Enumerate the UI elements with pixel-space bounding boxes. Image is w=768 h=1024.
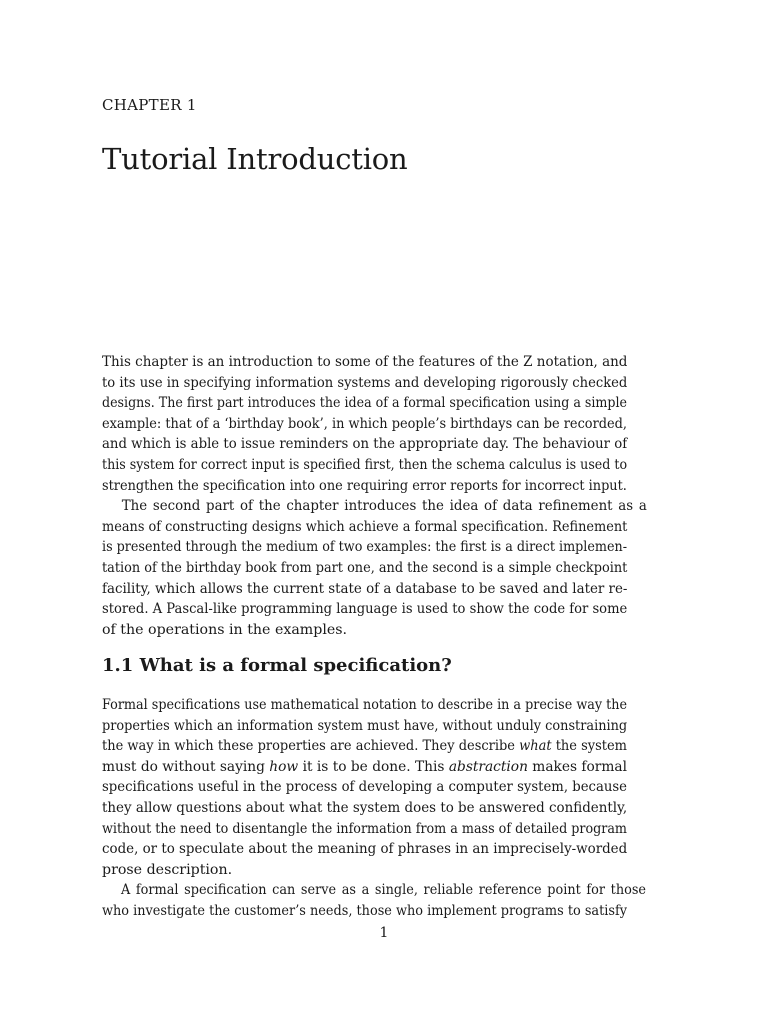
text-line: to its use in specifying information systems and developing rigorously checked [102, 374, 628, 391]
text-line: and which is able to issue reminders on the appropriate day. The behaviour of [102, 436, 628, 453]
intro-text [102, 352, 647, 640]
text-line: must do without saying how it is to be done. This abstraction makes formal [102, 758, 627, 775]
text-line: example: that of a ‘birthday book’, in which people’s birthdays can be recorded, [102, 415, 628, 432]
text-line: A formal specification can serve as a single, reliable reference point for those [121, 882, 647, 899]
text-line: code, or to speculate about the meaning of phrases in an imprecisely-worded [102, 841, 628, 858]
section-heading: 1.1 What is a formal specification? [102, 655, 452, 676]
page-number: 1 [379, 925, 389, 941]
text-line: is presented through the medium of two examples: the first is a direct implemen- [102, 539, 628, 556]
text-line: they allow questions about what the system does to be answered confidently, [102, 799, 628, 816]
emphasis-what: what [519, 738, 552, 755]
text-line: the way in which these properties are achieved. They describe what the system [102, 738, 627, 755]
text-line: designs. The first part introduces the idea of a formal specification using a simple [102, 395, 627, 412]
text-line: properties which an information system must have, without unduly constraining [102, 717, 628, 734]
section-text [102, 695, 647, 922]
chapter-title: Tutorial Introduction [102, 142, 408, 176]
text-line: strengthen the specification into one requiring error reports for incorrect input. [102, 477, 627, 494]
text-line: Formal specifications use mathematical notation to describe in a precise way the [102, 697, 628, 713]
text-line: who investigate the customer’s needs, those who implement programs to satisfy [102, 902, 628, 919]
text-line: tation of the birthday book from part one, and the second is a simple checkpoint [102, 559, 628, 576]
text-line: This chapter is an introduction to some of the features of the Z notation, and [102, 354, 628, 370]
text-line: The second part of the chapter introduces the idea of data refinement as a [121, 498, 647, 515]
chapter-label: CHAPTER 1 [102, 96, 197, 114]
text-line: facility, which allows the current state of a database to be saved and later re- [102, 580, 628, 597]
text-line: specifications useful in the process of developing a computer system, because [102, 779, 627, 796]
emphasis-abstraction: abstraction [448, 758, 528, 775]
text-line: without the need to disentangle the information from a mass of detailed program [102, 820, 627, 837]
text-line: prose description. [102, 861, 233, 878]
text-line: stored. A Pascal-like programming language is used to show the code for some [102, 601, 628, 618]
emphasis-how: how [269, 758, 299, 775]
text-line: of the operations in the examples. [102, 621, 348, 638]
text-line: means of constructing designs which achieve a formal specification. Refinement [102, 518, 628, 535]
text-line: this system for correct input is specified first, then the schema calculus is used to [102, 456, 628, 473]
